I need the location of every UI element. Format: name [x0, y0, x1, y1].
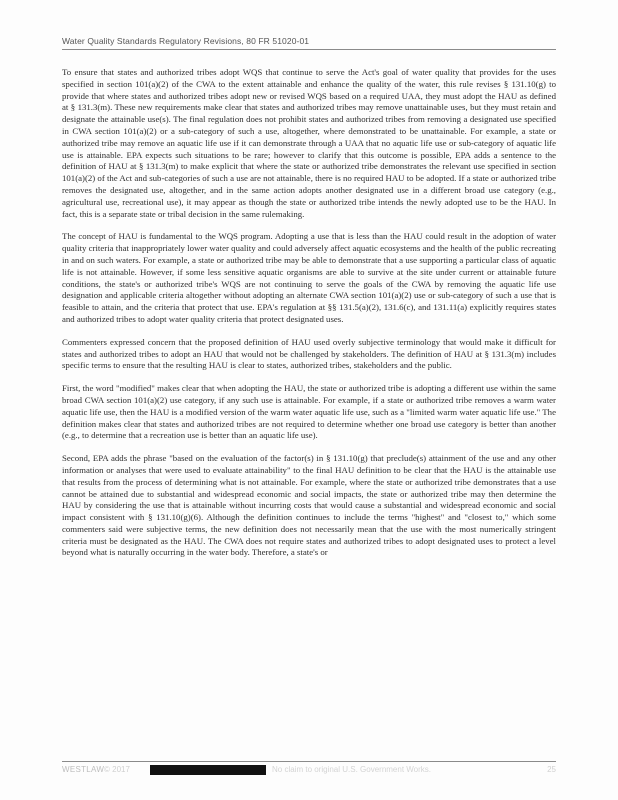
page-number: 25 [547, 765, 556, 774]
header-divider [62, 49, 556, 50]
footer-notice: No claim to original U.S. Government Works. [272, 765, 432, 774]
document-body [62, 67, 556, 570]
page-footer [62, 765, 556, 777]
footer-divider [62, 761, 556, 762]
footer-year: © 2017 [104, 765, 130, 774]
redaction-bar [150, 765, 266, 775]
paragraph-3: Commenters expressed concern that the proposed definition of HAU used overly subjective terminology that would make it difficult for states and authorized tribes to adopt an HAU that would not be challenged by stakeholders. The definition of HAU at § 131.3(m) includes specific terms to ensure that the resulting HAU is clear to states, authorized tribes, stakeholders and the public. [62, 336, 556, 371]
paragraph-5: Second, EPA adds the phrase "based on the evaluation of the factor(s) in § 131.10(g) that preclude(s) attainment of the use and any other information or analyses that were used to evaluate attainability" to the final HAU definition to be clear that the HAU is the attainable use that results from the process of determining what is not attainable. For example, where the state or authorized tribe demonstrates that a use cannot be attained due to substantial and widespread economic and social impacts, the state or authorized tribe may then determine the HAU by considering the use that is attainable without incurring costs that would cause a substantial and widespread economic and social impact consistent with § 131.10(g)(6). Although the definition continues to include the terms "highest" and "closest to," which some commenters said were subjective terms, the new definition does not necessarily mean that the use with the most numerically stringent criteria must be designated as the HAU. The CWA does not require states and authorized tribes to adopt designated uses to protect a level beyond what is naturally occurring in the water body. Therefore, a state's or [62, 453, 556, 558]
footer-brand: WESTLAW [62, 765, 105, 774]
paragraph-1: To ensure that states and authorized tribes adopt WQS that continue to serve the Act's goal of water quality that provides for the uses specified in section 101(a)(2) of the CWA to the extent attainable and enhance the quality of the water, this rule revises § 131.10(g) to provide that where states and authorized tribes adopt new or revised WQS based on a required UAA, they must adopt the HAU as defined at § 131.3(m). These new requirements make clear that states and authorized tribes may remove unattainable uses, but they must retain and designate the attainable use(s). The final regulation does not prohibit states and authorized tribes from removing a designated use specified in CWA section 101(a)(2) or a sub-category of such a use, altogether, where demonstrated to be unattainable. For example, a state or authorized tribe may remove an aquatic life use if it can demonstrate through a UAA that no aquatic life use or sub-category of aquatic life use is attainable. EPA expects such situations to be rare; however to clarify that this outcome is possible, EPA adds a sentence to the definition of HAU at § 131.3(m) to make explicit that where the state or authorized tribe demonstrates the relevant use specified in section 101(a)(2) of the Act and sub-categories of such a use are not attainable, there is no required HAU to be adopted. If a state or authorized tribe removes the designated use, altogether, and in the same action adopts another designated use in a different broad use category (e.g., agricultural use, recreational use), it may appear as though the state or authorized tribe intends the newly adopted use to be the HAU. In fact, this is a separate state or tribal decision in the same rulemaking. [62, 67, 556, 219]
paragraph-2: The concept of HAU is fundamental to the WQS program. Adopting a use that is less than the HAU could result in the adoption of water quality criteria that inappropriately lower water quality and could adversely affect aquatic ecosystems and the health of the public recreating in and on such waters. For example, a state or authorized tribe may be able to demonstrate that a use supporting a particular class of aquatic life is not attainable. However, if some less sensitive aquatic organisms are able to survive at the site under current or attainable future conditions, the state's or authorized tribe's WQS are not continuing to serve the goals of the CWA by removing the aquatic life use designation and applicable criteria altogether without adopting an alternate CWA section 101(a)(2) use or sub-category of such a use that is feasible to attain, and the criteria that protect that use. EPA's regulation at §§ 131.5(a)(2), 131.6(c), and 131.11(a) explicitly requires states and authorized tribes to adopt water quality criteria that protect designated uses. [62, 231, 556, 324]
page-header: Water Quality Standards Regulatory Revisions, 80 FR 51020-01 [62, 36, 310, 46]
paragraph-4: First, the word "modified" makes clear that when adopting the HAU, the state or authorized tribe is adopting a different use within the same broad CWA section 101(a)(2) use category, if any such use is attainable. For example, if a state or authorized tribe removes a warm water aquatic life use, then the HAU is a modified version of the warm water aquatic life use, such as a "limited warm water aquatic life use." The definition makes clear that states and authorized tribes are not required to determine whether one broad use category is better than another (e.g., to determine that a recreation use is better than an aquatic life use). [62, 383, 556, 441]
